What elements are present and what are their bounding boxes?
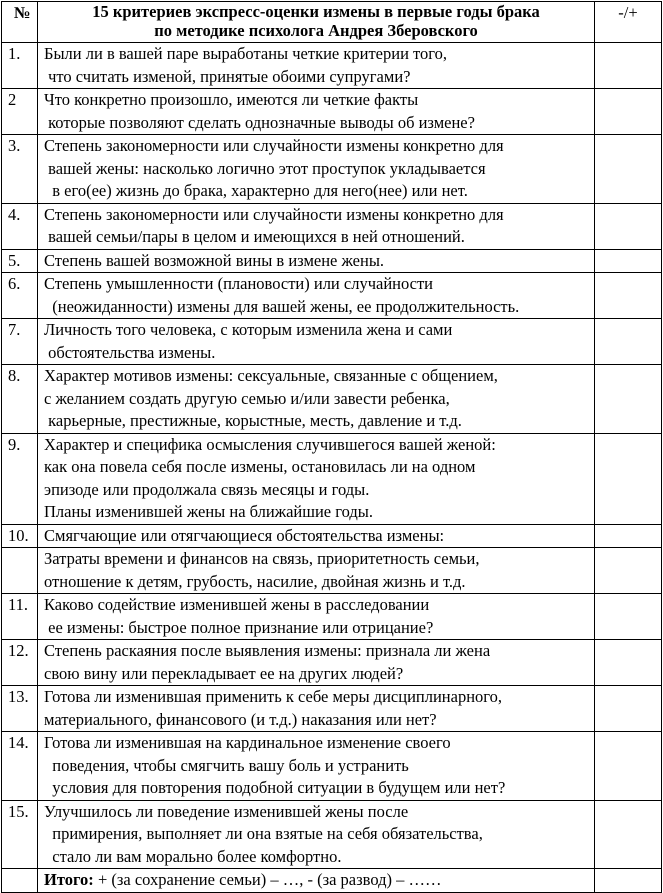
- criterion-text-line: ее измены: быстрое полное признание или отрицание?: [44, 617, 434, 637]
- total-label: Итого:: [44, 870, 94, 889]
- criterion-text-line: вашей жены: насколько логично этот проступок укладывается: [44, 158, 486, 178]
- criterion-score-cell[interactable]: [595, 640, 662, 686]
- criterion-text-line: Затраты времени и финансов на связь, приоритетность семьи,: [44, 549, 480, 568]
- criterion-number: 5.: [2, 249, 38, 273]
- criterion-text: [38, 203, 595, 249]
- criterion-number: [2, 548, 38, 594]
- criterion-text-line: свою вину или перекладывает ее на других людей?: [44, 663, 404, 683]
- criterion-row: [2, 686, 662, 732]
- criterion-number: 8.: [2, 365, 38, 434]
- criterion-score-cell[interactable]: [595, 249, 662, 273]
- criterion-text: [38, 548, 595, 594]
- criterion-text-line: как она повела себя после измены, остановилась ли на одном: [44, 457, 476, 476]
- total-score-cell: [595, 869, 662, 893]
- criterion-text-line: Были ли в вашей паре выработаны четкие критерии того,: [44, 44, 448, 63]
- table-header-row: [2, 2, 662, 43]
- criterion-number: 7.: [2, 319, 38, 365]
- criterion-number: 13.: [2, 686, 38, 732]
- criterion-text-line: что считать изменой, принятые обоими супругами?: [44, 66, 411, 86]
- criterion-text: [38, 800, 595, 869]
- criterion-score-cell[interactable]: [595, 548, 662, 594]
- criterion-number: 6.: [2, 273, 38, 319]
- criterion-text: [38, 89, 595, 135]
- criterion-score-cell[interactable]: [595, 203, 662, 249]
- criterion-score-cell[interactable]: [595, 594, 662, 640]
- criterion-text: [38, 524, 595, 548]
- criteria-rows: [2, 43, 662, 869]
- criterion-text: [38, 319, 595, 365]
- criterion-row: [2, 89, 662, 135]
- criterion-number: 10.: [2, 524, 38, 548]
- criterion-text: [38, 249, 595, 273]
- criterion-text-line: эпизоде или продолжала связь месяцы и годы.: [44, 479, 370, 499]
- criterion-text-line: Готова ли изменившая на кардинальное изменение своего: [44, 733, 451, 752]
- criterion-score-cell[interactable]: [595, 273, 662, 319]
- criterion-text: [38, 594, 595, 640]
- criterion-number: 1.: [2, 43, 38, 89]
- criterion-text: [38, 433, 595, 524]
- criterion-number: 15.: [2, 800, 38, 869]
- criterion-row: [2, 273, 662, 319]
- criterion-row: [2, 319, 662, 365]
- criterion-text: [38, 686, 595, 732]
- criterion-text-line: Степень раскаяния после выявления измены: признала ли жена: [44, 641, 491, 660]
- criterion-text-line: Готова ли изменившая применить к себе меры дисциплинарного,: [44, 687, 503, 706]
- criterion-text: [38, 365, 595, 434]
- criterion-text-line: Улучшилось ли поведение изменившей жены после: [44, 801, 409, 821]
- criterion-score-cell[interactable]: [595, 433, 662, 524]
- criterion-number: 14.: [2, 732, 38, 801]
- criterion-row: [2, 365, 662, 434]
- criterion-text-line: Смягчающие или отягчающиеся обстоятельства измены:: [44, 525, 445, 545]
- criterion-number: 12.: [2, 640, 38, 686]
- header-score: -/+: [595, 2, 662, 43]
- criterion-text-line: поведения, чтобы смягчить вашу боль и устранить: [44, 755, 409, 775]
- criterion-number: 9.: [2, 433, 38, 524]
- criterion-row: [2, 135, 662, 204]
- criterion-number: 3.: [2, 135, 38, 204]
- total-row: [2, 869, 662, 893]
- criterion-number: 11.: [2, 594, 38, 640]
- criterion-score-cell[interactable]: [595, 686, 662, 732]
- criterion-text-line: Степень закономерности или случайности измены конкретно для: [44, 204, 504, 224]
- criterion-score-cell[interactable]: [595, 524, 662, 548]
- criterion-text-line: вашей семьи/пары в целом и имеющихся в ней отношений.: [44, 227, 465, 246]
- criterion-text-line: обстоятельства измены.: [44, 342, 216, 362]
- criteria-table: [1, 1, 662, 893]
- total-cell: [38, 869, 595, 893]
- criterion-score-cell[interactable]: [595, 732, 662, 801]
- criterion-text-line: примирения, выполняет ли она взятые на себя обязательства,: [44, 824, 483, 843]
- criterion-score-cell[interactable]: [595, 800, 662, 869]
- criterion-row: [2, 203, 662, 249]
- criterion-text-line: Каково содействие изменившей жены в расследовании: [44, 595, 430, 614]
- header-number: №: [2, 2, 38, 43]
- criterion-text-line: Планы изменившей жены на ближайшие годы.: [44, 502, 373, 521]
- criterion-text-line: Личность того человека, с которым изменила жена и сами: [44, 320, 453, 339]
- criterion-row: [2, 433, 662, 524]
- criterion-row: [2, 640, 662, 686]
- criterion-text-line: материального, финансового (и т.д.) наказания или нет?: [44, 709, 437, 729]
- criterion-row: [2, 594, 662, 640]
- table-title-line: 15 критериев экспресс-оценки измены в первые годы брака: [92, 2, 540, 21]
- criterion-number: 2: [2, 89, 38, 135]
- criterion-row: [2, 43, 662, 89]
- criterion-row: [2, 732, 662, 801]
- criterion-score-cell[interactable]: [595, 319, 662, 365]
- criterion-text: [38, 43, 595, 89]
- criterion-row: [2, 249, 662, 273]
- criterion-score-cell[interactable]: [595, 135, 662, 204]
- criterion-text: [38, 640, 595, 686]
- table-title-line: по методике психолога Андрея Зберовского: [154, 21, 478, 40]
- criterion-score-cell[interactable]: [595, 43, 662, 89]
- criterion-text-line: которые позволяют сделать однозначные выводы об измене?: [44, 112, 475, 132]
- criterion-text: [38, 135, 595, 204]
- criterion-text-line: Степень закономерности или случайности измены конкретно для: [44, 136, 504, 155]
- criterion-number: 4.: [2, 203, 38, 249]
- criterion-text-line: с желанием создать другую семью и/или завести ребенка,: [44, 388, 450, 408]
- criterion-text-line: отношение к детям, грубость, насилие, двойная жизнь и т.д.: [44, 571, 466, 591]
- criterion-row: [2, 800, 662, 869]
- criterion-score-cell[interactable]: [595, 365, 662, 434]
- criterion-text-line: Степень вашей возможной вины в измене жены.: [44, 250, 385, 270]
- criterion-row: [2, 524, 662, 548]
- criterion-text-line: карьерные, престижные, корыстные, месть, давление и т.д.: [44, 411, 462, 430]
- criterion-score-cell[interactable]: [595, 89, 662, 135]
- criterion-text: [38, 732, 595, 801]
- table-title: [38, 2, 595, 43]
- criterion-text: [38, 273, 595, 319]
- criterion-text-line: Характер мотивов измены: сексуальные, связанные с общением,: [44, 366, 498, 385]
- criterion-text-line: Степень умышленности (плановости) или случайности: [44, 274, 434, 293]
- criterion-text-line: условия для повторения подобной ситуации в будущем или нет?: [44, 778, 506, 797]
- total-text: + (за сохранение семьи) – …, - (за развод) – ……: [93, 870, 442, 889]
- criterion-row: [2, 548, 662, 594]
- total-number-cell: [2, 869, 38, 893]
- criterion-text-line: стало ли вам морально более комфортно.: [44, 846, 342, 866]
- criterion-text-line: Что конкретно произошло, имеются ли четкие факты: [44, 90, 419, 109]
- criterion-text-line: Характер и специфика осмысления случившегося вашей женой:: [44, 434, 496, 454]
- criterion-text-line: в его(ее) жизнь до брака, характерно для него(нее) или нет.: [44, 181, 468, 200]
- criterion-text-line: (неожиданности) измены для вашей жены, ее продолжительность.: [44, 296, 520, 316]
